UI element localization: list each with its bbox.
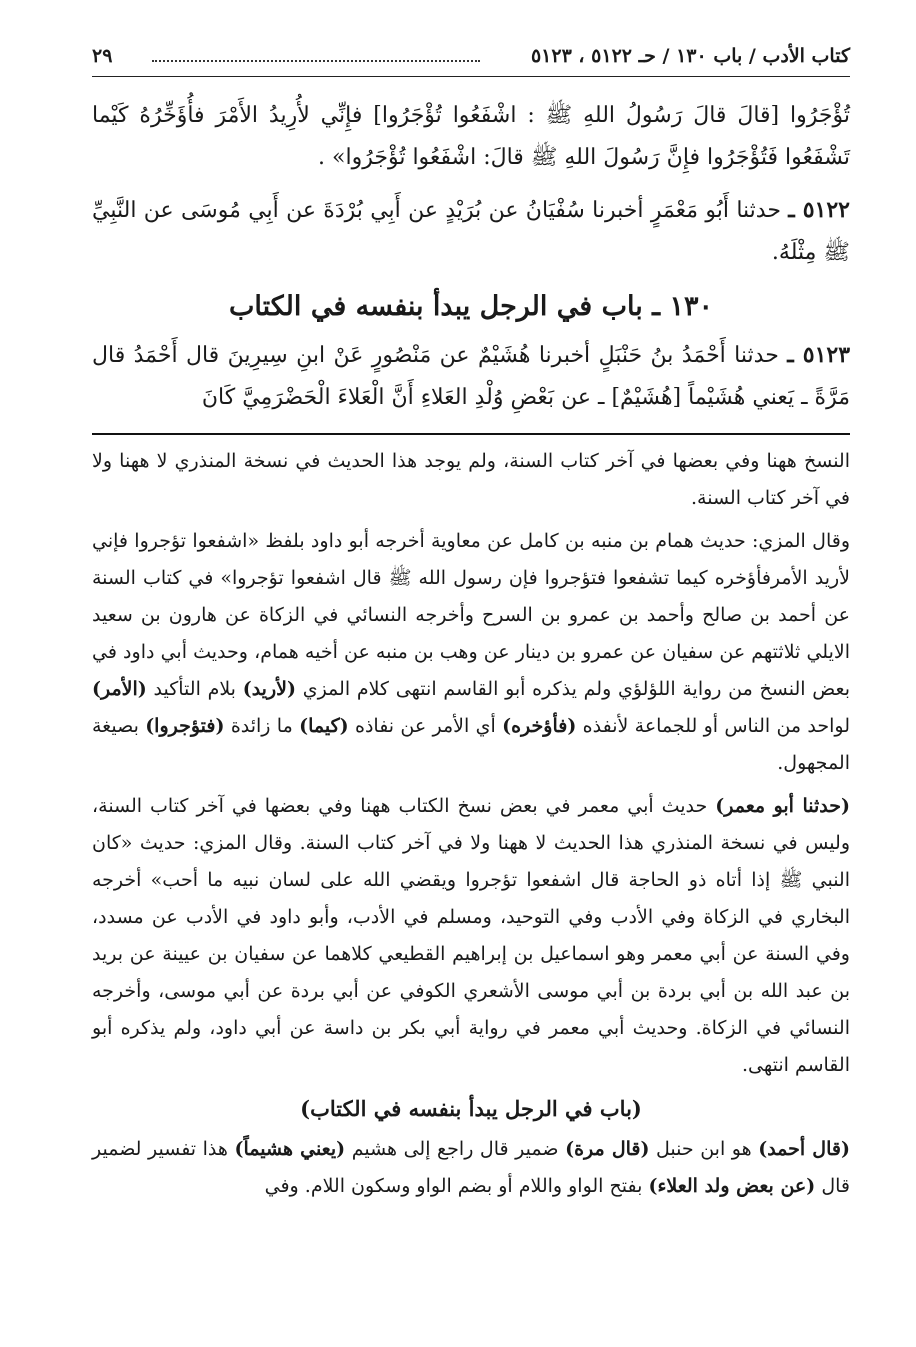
note-text: ضمير قال راجع إلى هشيم <box>351 1138 559 1160</box>
note-lemma: (كيما) <box>299 715 349 737</box>
footnote-separator <box>92 433 850 435</box>
note-lemma: (قال مرة) <box>565 1138 650 1160</box>
note-lemma: (فتؤجروا) <box>145 715 225 737</box>
note-lemma: (حدثنا أبو معمر) <box>715 795 850 817</box>
note-text: بلام التأكيد <box>153 678 236 700</box>
note-text: حديث أبي معمر في بعض نسخ الكتاب ههنا وفي بعضها في آخر كتاب السنة، وليس في نسخة المنذري هذا الحديث لا ههنا ولا في آخر كتاب السنة. وقال المزي: حديث «كان النبي ﷺ إذا أتاه ذو الحاجة قال اشفعوا تؤجروا ويقضي الله على لسان نبيه ما أحب» أخرجه البخاري في الزكاة وفي الأدب وفي التوحيد، ومسلم في الأدب، وأبو داود في الأدب عن مسدد، وفي السنة عن أبي معمر وهو اسماعيل بن إبراهيم القطيعي كلاهما عن سفيان بن عيينة عن بريد بن عبد الله بن أبي بردة بن أبي موسى الأشعري الكوفي عن أبي بردة عن أبي موسى، وأخرجه النسائي في الزكاة. وحديث أبي معمر في رواية أبي بكر بن داسة عن أبي داود، ولم يذكره أبو القاسم انتهى. <box>92 795 850 1076</box>
hadith-5122 <box>92 189 850 274</box>
note-lemma: (عن بعض ولد العلاء) <box>648 1175 816 1197</box>
note-paragraph <box>92 523 850 782</box>
main-paragraph: تُؤْجَرُوا [قالَ قالَ رَسُولُ اللهِ ﷺ : اشْفَعُوا تُؤْجَرُوا] فإِنِّي لأُرِيدُ الأَمْرَ فأُؤَخِّرُهُ كَيْما تَشْفَعُوا فَتُؤْجَرُوا فإِنَّ رَسُولَ اللهِ ﷺ قالَ: اشْفَعُوا تُؤْجَرُوا» . <box>92 103 850 170</box>
dot-leader <box>152 60 480 62</box>
hadith-number: ٥١٢٢ ـ <box>788 197 850 223</box>
note-lemma: (فأؤخره) <box>502 715 577 737</box>
note-paragraph <box>92 1131 850 1205</box>
commentary <box>92 443 850 1205</box>
note-lemma: (لأريد) <box>242 678 296 700</box>
hadith-text: حدثنا أَحْمَدُ بنُ حَنْبَلٍ أخبرنا هُشَيْمٌ عن مَنْصُورٍ عَنْ ابنِ سِيرِينَ قال أَحْمَدُ قال مَرَّةً ـ يَعني هُشَيْماً [هُشَيْمٌ] ـ عن بَعْضِ وُلْدِ العَلاءِ أَنَّ الْعَلاءَ الْحَضْرَمِيَّ كَانَ <box>92 343 850 410</box>
note-text: أي الأمر عن نفاذه <box>354 715 496 737</box>
note-lemma: (يعني هشيماً) <box>234 1138 346 1160</box>
note-text: بفتح الواو واللام أو بضم الواو وسكون اللام. وفي <box>264 1175 643 1197</box>
note-lemma: (الأمر) <box>92 678 147 700</box>
chapter-heading: ١٣٠ ـ باب في الرجل يبدأ بنفسه في الكتاب <box>228 291 714 322</box>
main-text <box>92 95 850 419</box>
commentary-heading: (باب في الرجل يبدأ بنفسه في الكتاب) <box>300 1096 642 1121</box>
page-number: ٢٩ <box>92 45 113 67</box>
running-title: كتاب الأدب / باب ١٣٠ / حـ ٥١٢٢ ، ٥١٢٣ <box>530 45 850 67</box>
hadith-number: ٥١٢٣ ـ <box>787 342 851 368</box>
running-header <box>92 40 850 77</box>
hadith-5123 <box>92 334 850 419</box>
book-page <box>92 40 850 1211</box>
note-lemma: (قال أحمد) <box>758 1138 850 1160</box>
note-text: لواحد من الناس أو للجماعة لأنفذه <box>582 715 851 737</box>
note-text: وقال المزي: حديث همام بن منبه بن كامل عن معاوية أخرجه أبو داود بلفظ «اشفعوا تؤجروا فإني لأريد الأمرفأؤخره كيما تشفعوا فتؤجروا فإن رسول الله ﷺ قال اشفعوا تؤجروا» في كتاب السنة عن أحمد بن صالح وأحمد بن عمرو بن السرح وأخرجه النسائي في الزكاة عن هارون بن سعيد الايلي ثلاثتهم عن سفيان عن عمرو بن دينار عن وهب بن منبه عن أخيه همام، وحديث أبي داود في بعض النسخ من رواية اللؤلؤي ولم يذكره أبو القاسم انتهى كلام المزي <box>92 530 851 700</box>
note-text: ما زائدة <box>230 715 293 737</box>
note-text: بصيغة المجهول. <box>92 715 850 774</box>
note-text: هذا تفسير لضمير قال <box>92 1138 850 1197</box>
note-paragraph: النسخ ههنا وفي بعضها في آخر كتاب السنة، ولم يوجد هذا الحديث في نسخة المنذري لا ههنا ولا في آخر كتاب السنة. <box>92 450 850 509</box>
hadith-text: حدثنا أَبُو مَعْمَرٍ أخبرنا سُفْيَانُ عن بُرَيْدٍ عن أَبِي بُرْدَةَ عن أَبِي مُوسَى عن النَّبِيِّ ﷺ مِثْلَهُ. <box>92 198 850 265</box>
note-text: هو ابن حنبل <box>656 1138 752 1160</box>
note-paragraph <box>92 788 850 1084</box>
